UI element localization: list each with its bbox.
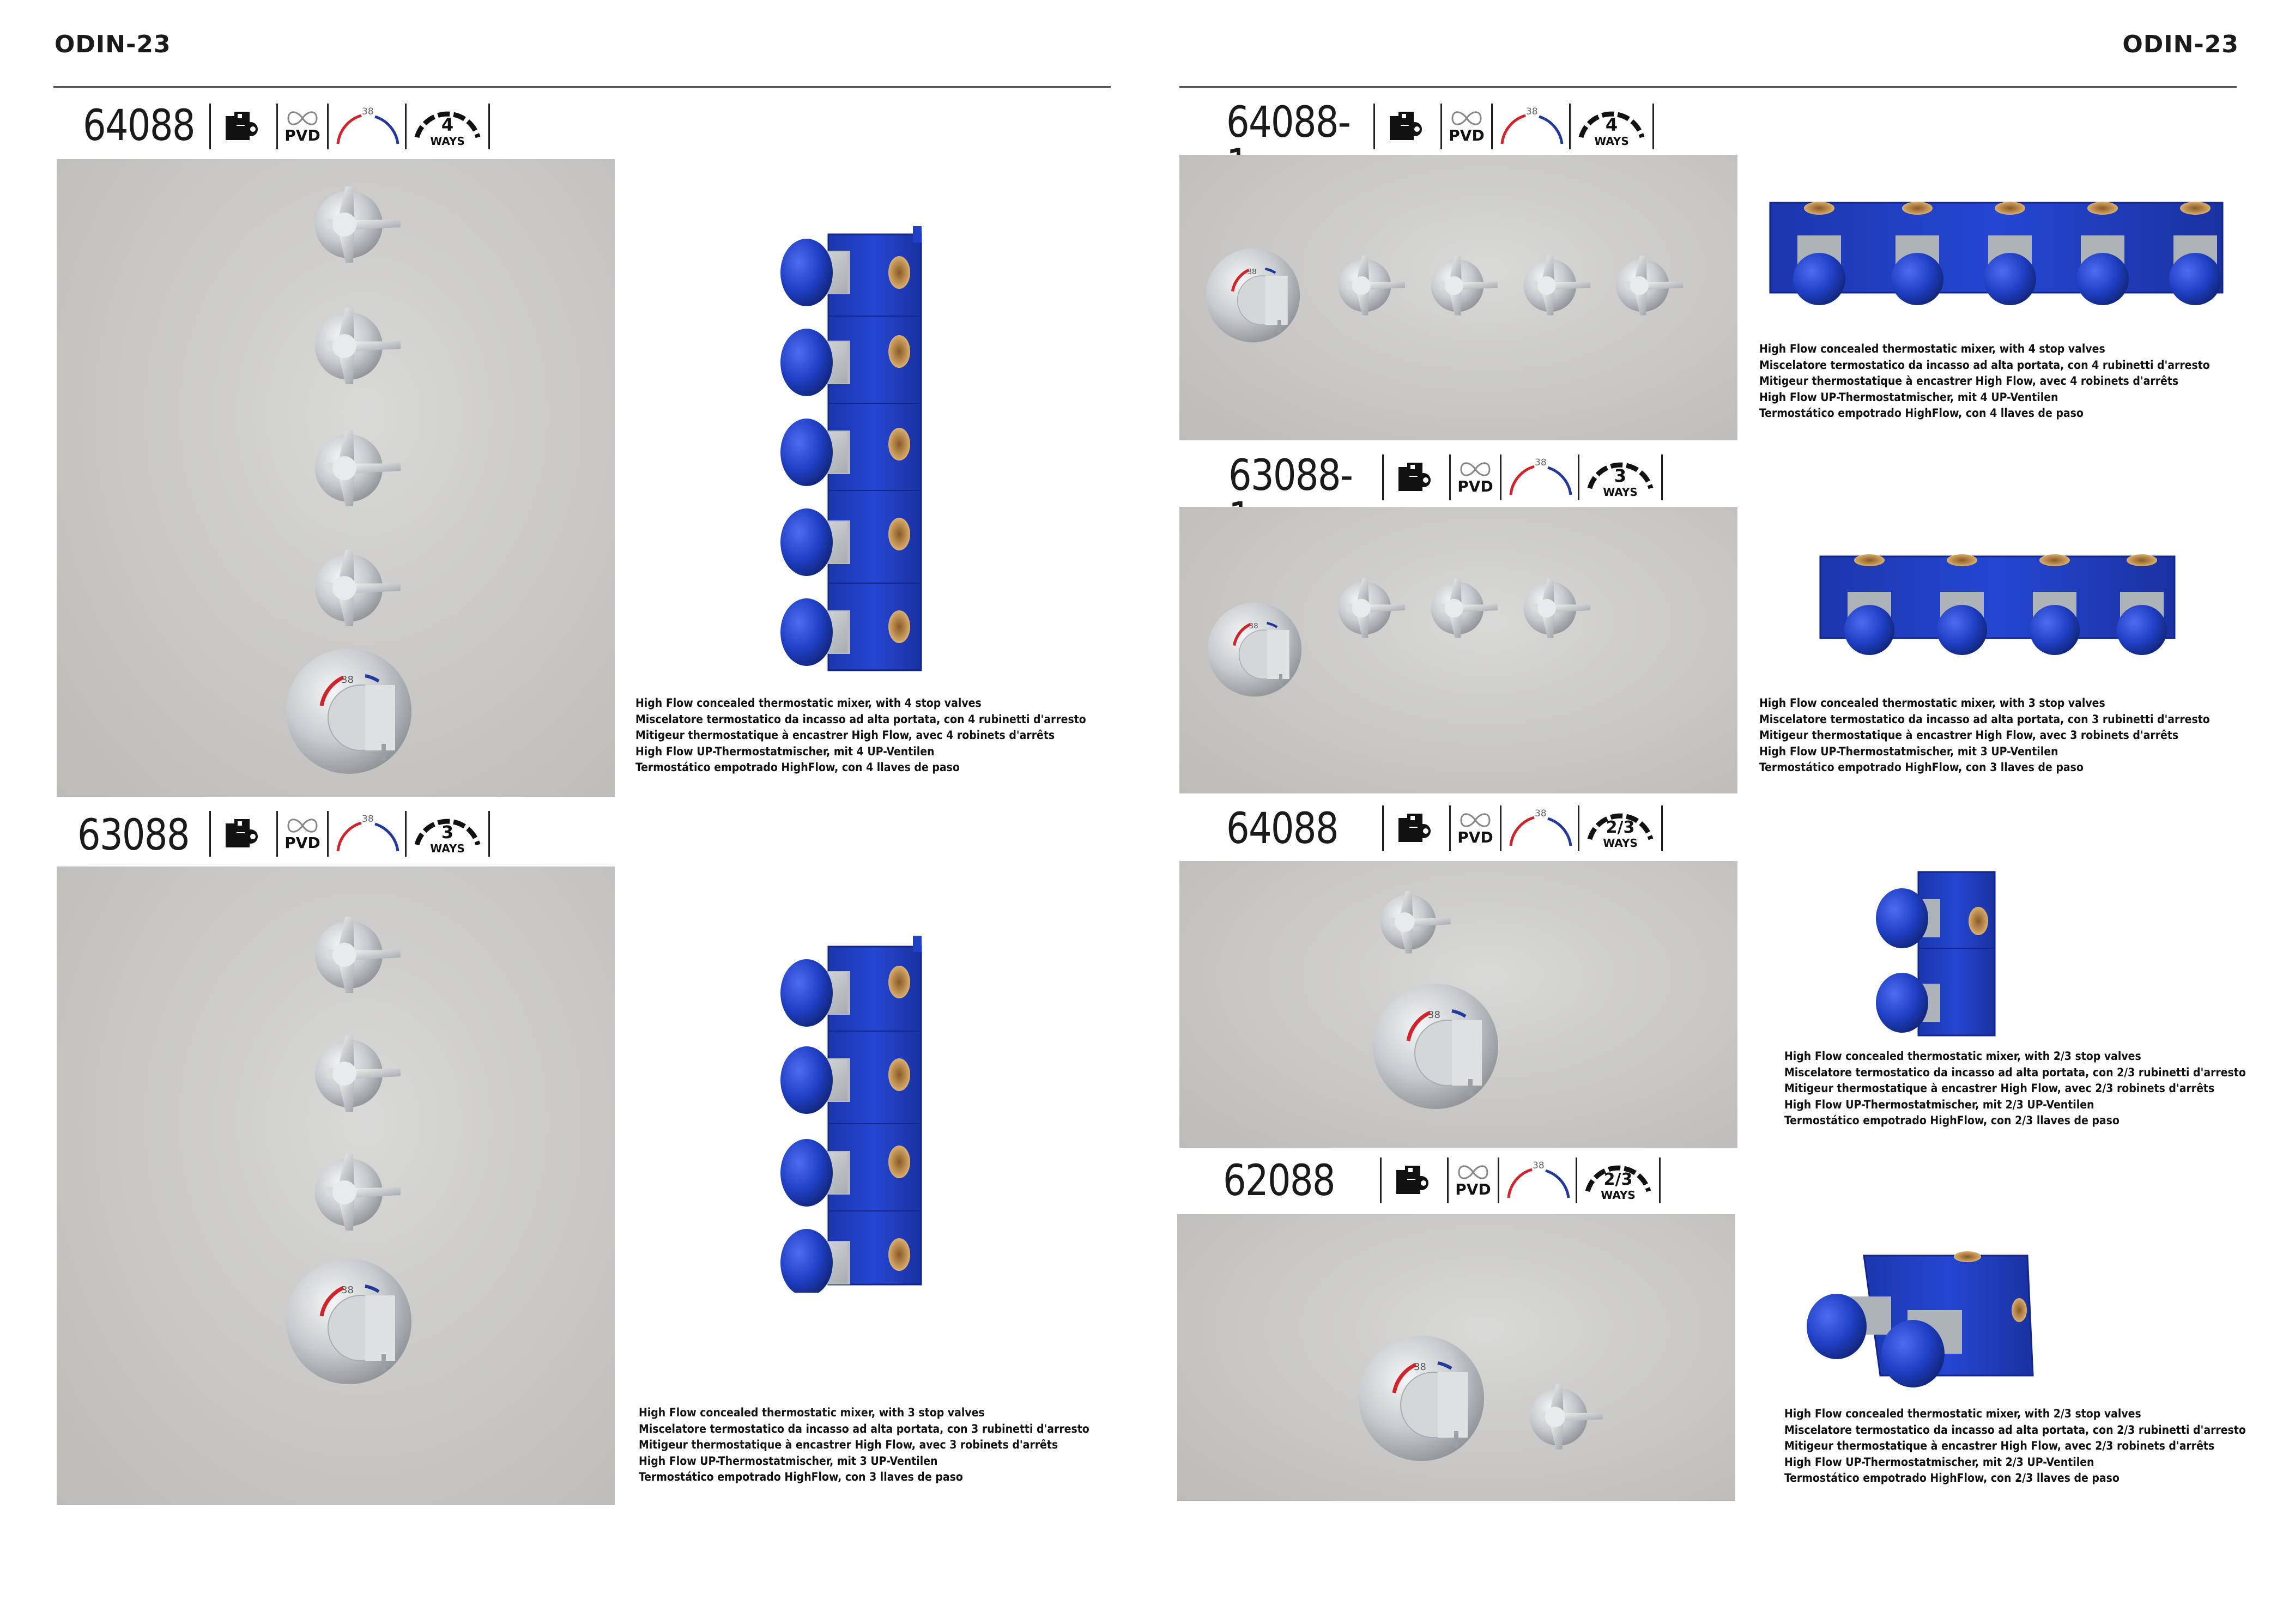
description-line: Termostático empotrado HighFlow, con 4 llaves de paso [1759,407,2084,420]
pvd-finish-icon [1440,104,1491,149]
description-line: Termostático empotrado HighFlow, con 2/3 llaves de paso [1784,1114,2120,1127]
cross-handle-valve [1530,1385,1602,1450]
cross-handle-valve [315,186,401,263]
svg-text:2/3: 2/3 [1606,818,1635,837]
product-photo [1179,861,1737,1148]
ways-icon [405,104,490,149]
thermostatic-38-icon [327,811,405,857]
pvd-label: PVD [1449,126,1485,144]
svg-text:2/3: 2/3 [1603,1170,1633,1189]
concealed-box-render [763,223,943,687]
product-description [1784,1406,2246,1487]
description-line: Termostático empotrado HighFlow, con 3 llaves de paso [1759,761,2084,774]
concealed-valve-icon [1382,805,1449,851]
thermostatic-38-icon [1498,1158,1576,1203]
description-line: High Flow UP-Thermostatmischer, mit 2/3 UP-Ventilen [1784,1455,2094,1469]
cross-handle-valve [315,917,401,993]
concealed-box-render [1799,1245,2049,1397]
description-line: Termostático empotrado HighFlow, con 4 llaves de paso [635,761,960,774]
product-code: 62088 [1223,1156,1335,1205]
ways-icon [405,811,490,857]
thermostat-dial [1373,984,1498,1109]
description-line: Mitigeur thermostatique à encastrer High Flow, avec 3 robinets d'arrêts [1759,729,2179,742]
svg-text:WAYS: WAYS [1601,1189,1636,1202]
cross-handle-valve [315,550,401,626]
feature-icons [1382,455,1663,500]
pvd-finish-icon [1447,1158,1498,1203]
concealed-valve-icon [1380,1158,1447,1203]
feature-icons [209,811,490,857]
concealed-valve-icon [209,104,276,149]
description-line: High Flow UP-Thermostatmischer, mit 2/3 UP-Ventilen [1784,1098,2094,1111]
description-line: High Flow UP-Thermostatmischer, mit 3 UP-Ventilen [639,1454,938,1468]
svg-text:38: 38 [362,814,374,825]
concealed-valve-icon [209,811,276,857]
header-right-title: ODIN-23 [2122,31,2239,58]
header-rule-left [53,86,1111,88]
svg-text:38: 38 [1535,457,1547,468]
cross-handle-valve [1431,578,1498,638]
pvd-label: PVD [1455,1180,1491,1198]
svg-text:3: 3 [1614,465,1627,486]
product-description [1759,695,2210,776]
product-photo [1177,1214,1735,1501]
description-line: Mitigeur thermostatique à encastrer High Flow, avec 3 robinets d'arrêts [639,1438,1058,1451]
thermostat-dial [1206,249,1300,343]
description-line: High Flow concealed thermostatic mixer, with 3 stop valves [639,1406,985,1419]
svg-text:WAYS: WAYS [1603,486,1638,499]
thermostatic-38-icon [327,104,405,149]
description-line: High Flow UP-Thermostatmischer, mit 4 UP-Ventilen [1759,390,2058,404]
feature-icons [1373,104,1654,149]
cross-handle-valve [1339,256,1405,315]
description-line: Mitigeur thermostatique à encastrer High Flow, avec 2/3 robinets d'arrêts [1784,1439,2215,1452]
pvd-label: PVD [284,126,320,144]
description-line: Mitigeur thermostatique à encastrer High Flow, avec 2/3 robinets d'arrêts [1784,1082,2215,1095]
thermostatic-38-icon [1491,104,1569,149]
cross-handle-valve [315,308,401,384]
svg-text:38: 38 [1533,1160,1545,1171]
cross-handle-valve [1524,578,1590,638]
svg-text:38: 38 [1526,106,1538,117]
svg-text:WAYS: WAYS [1594,135,1629,148]
product-code: 64088 [83,101,195,150]
concealed-box-render [1804,543,2185,668]
svg-text:3: 3 [441,822,454,843]
description-line: Miscelatore termostatico da incasso ad alta portata, con 2/3 rubinetti d'arresto [1784,1423,2246,1437]
header-left-title: ODIN-23 [55,31,171,58]
pvd-label: PVD [284,834,320,852]
product-description [1759,341,2210,422]
product-code: 64088 [1226,804,1338,853]
description-line: High Flow UP-Thermostatmischer, mit 3 UP-Ventilen [1759,744,2058,758]
product-code: 63088- [1228,451,1353,500]
thermostat-dial [1208,603,1302,697]
product-description [635,695,1086,776]
thermostat-dial [1359,1336,1484,1461]
description-line: High Flow concealed thermostatic mixer, with 3 stop valves [1759,696,2105,710]
cross-handle-valve [315,430,401,506]
description-line: High Flow concealed thermostatic mixer, with 4 stop valves [635,696,982,710]
pvd-finish-icon [276,104,327,149]
concealed-valve-icon [1373,104,1440,149]
product-photo [1179,155,1737,440]
svg-text:38: 38 [362,106,374,117]
thermostatic-38-icon [1500,805,1578,851]
pvd-finish-icon [1449,455,1500,500]
svg-text:4: 4 [441,114,454,135]
concealed-box-render [1759,192,2228,323]
description-line: Termostático empotrado HighFlow, con 3 llaves de paso [639,1470,963,1483]
pvd-finish-icon [276,811,327,857]
product-photo [1179,507,1737,793]
svg-text:38: 38 [1535,808,1547,819]
product-photo [57,159,615,797]
cross-handle-valve [1524,256,1590,315]
description-line: Miscelatore termostatico da incasso ad alta portata, con 4 rubinetti d'arresto [635,712,1086,726]
svg-text:4: 4 [1605,114,1618,135]
svg-text:WAYS: WAYS [1603,837,1638,850]
concealed-box-render [763,933,943,1293]
cross-handle-valve [1431,256,1498,315]
product-description [639,1405,1089,1486]
description-line: Mitigeur thermostatique à encastrer High Flow, avec 4 robinets d'arrêts [635,729,1055,742]
feature-icons [1380,1158,1661,1203]
cross-handle-valve [1339,578,1405,638]
header-rule-right [1179,86,2237,88]
description-line: High Flow concealed thermostatic mixer, with 4 stop valves [1759,342,2105,355]
cross-handle-valve [315,1035,401,1112]
concealed-box-render [1864,861,2006,1041]
ways-icon [1569,104,1654,149]
product-description [1784,1049,2246,1129]
description-line: Miscelatore termostatico da incasso ad alta portata, con 4 rubinetti d'arresto [1759,358,2210,372]
description-line: Miscelatore termostatico da incasso ad alta portata, con 3 rubinetti d'arresto [639,1422,1089,1435]
description-line: Miscelatore termostatico da incasso ad alta portata, con 2/3 rubinetti d'arresto [1784,1065,2246,1079]
ways-icon [1578,455,1663,500]
concealed-valve-icon [1382,455,1449,500]
product-photo [57,866,615,1505]
product-code: 64088- [1226,98,1351,147]
description-line: High Flow concealed thermostatic mixer, with 2/3 stop valves [1784,1050,2141,1063]
svg-text:WAYS: WAYS [430,842,465,855]
cross-handle-valve [315,1154,401,1231]
svg-text:WAYS: WAYS [430,135,465,148]
cross-handle-valve [1616,256,1683,315]
thermostat-dial [286,649,411,774]
cross-handle-valve [1380,891,1451,954]
pvd-label: PVD [1457,828,1493,846]
ways-icon [1576,1158,1661,1203]
description-line: Termostático empotrado HighFlow, con 2/3 llaves de paso [1784,1471,2120,1484]
product-code: 63088 [77,811,189,860]
pvd-label: PVD [1457,477,1493,495]
feature-icons [209,104,490,149]
pvd-finish-icon [1449,805,1500,851]
description-line: High Flow concealed thermostatic mixer, with 2/3 stop valves [1784,1407,2141,1420]
thermostat-dial [286,1259,411,1384]
description-line: Mitigeur thermostatique à encastrer High Flow, avec 4 robinets d'arrêts [1759,374,2179,387]
description-line: Miscelatore termostatico da incasso ad alta portata, con 3 rubinetti d'arresto [1759,712,2210,726]
description-line: High Flow UP-Thermostatmischer, mit 4 UP-Ventilen [635,744,935,758]
ways-icon [1578,805,1663,851]
feature-icons [1382,805,1663,851]
thermostatic-38-icon [1500,455,1578,500]
